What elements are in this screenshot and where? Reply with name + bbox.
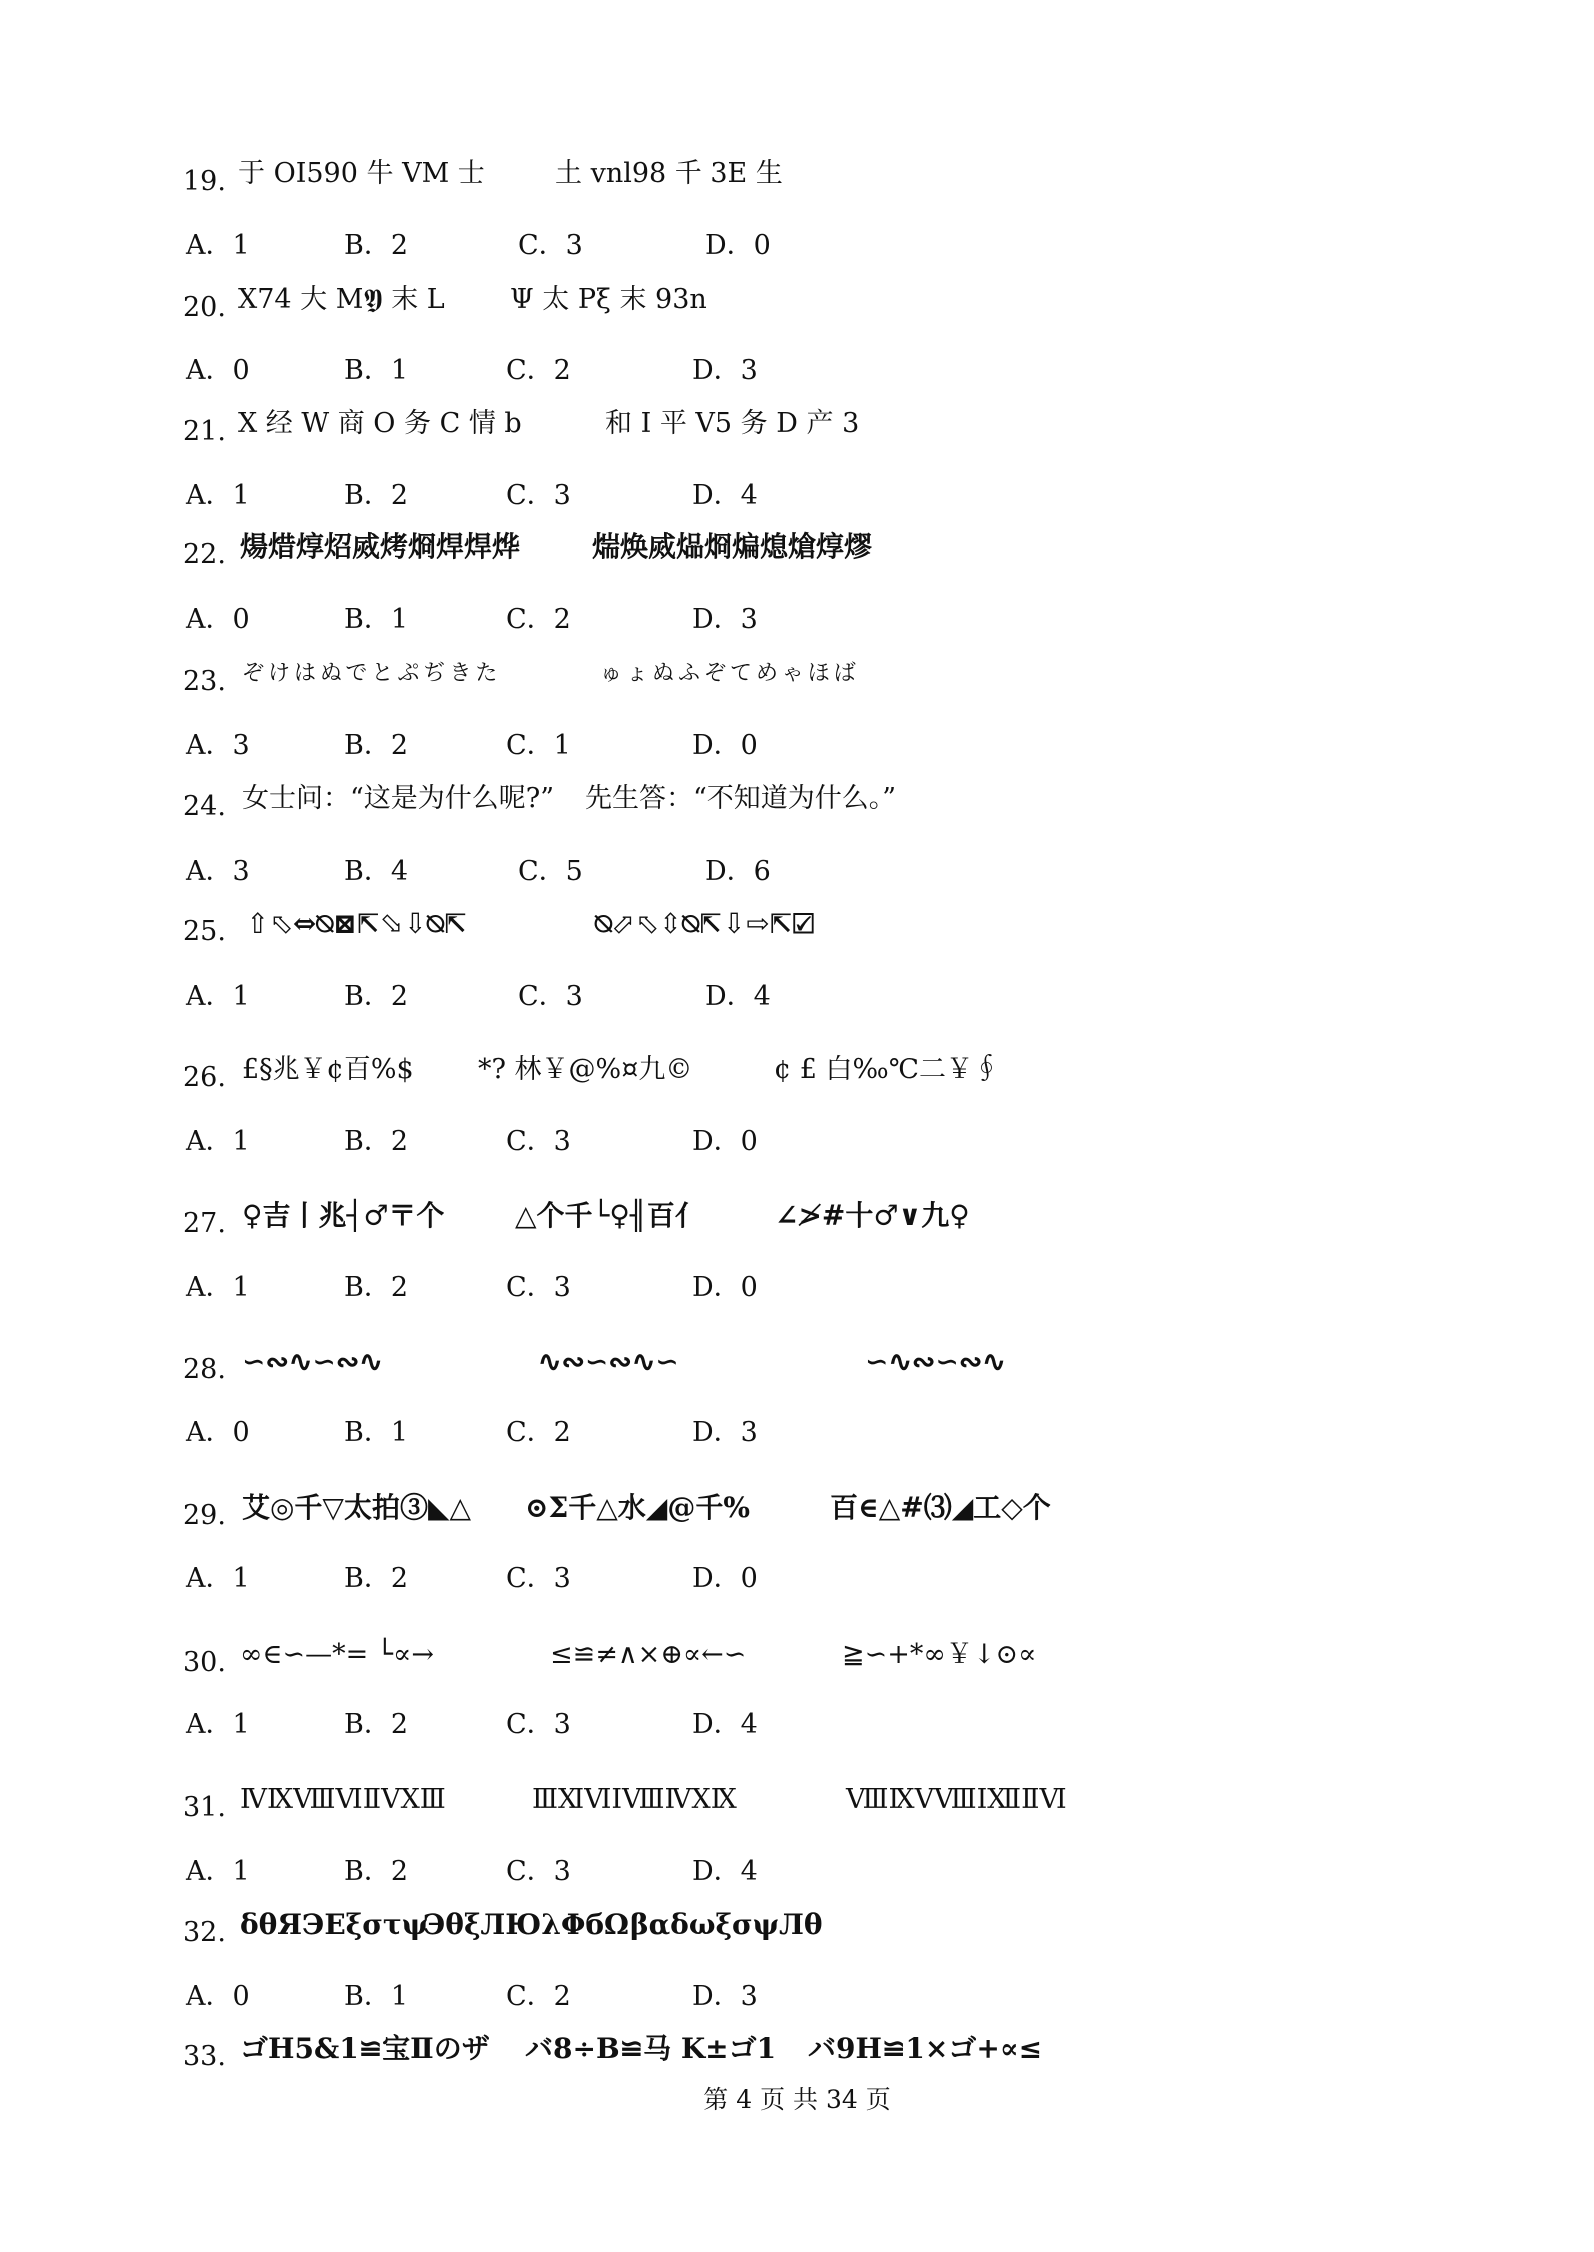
- answer-option-a[interactable]: A．1: [186, 981, 250, 1012]
- answer-option-a[interactable]: A．0: [186, 355, 250, 386]
- question-segment: △个千└♀╢百亻: [515, 1199, 703, 1232]
- question-number: 31.: [183, 1792, 226, 1823]
- question-segment: ⅢⅪⅥⅠⅧⅣⅩⅨ: [532, 1784, 737, 1815]
- question-segment: 先生答：“不知道为什么。”: [585, 783, 897, 814]
- answer-option-c[interactable]: C．5: [518, 856, 583, 887]
- question-number: 28.: [183, 1354, 226, 1385]
- answer-option-b[interactable]: B．1: [344, 355, 409, 386]
- question-number: 23.: [183, 666, 226, 697]
- answer-option-b[interactable]: B．2: [344, 730, 409, 761]
- question-segment: ⅧⅨⅤⅧⅠⅫⅡⅥ: [846, 1784, 1067, 1815]
- answer-option-c[interactable]: C．3: [506, 480, 571, 511]
- question-segment: 百∈△#⑶◢工◇个: [830, 1491, 1051, 1524]
- question-number: 27.: [183, 1208, 226, 1239]
- answer-option-c[interactable]: C．1: [506, 730, 571, 761]
- answer-option-b[interactable]: B．2: [344, 1709, 409, 1740]
- answer-option-d[interactable]: D．0: [692, 730, 758, 761]
- answer-option-b[interactable]: B．2: [344, 1272, 409, 1303]
- question-segment: ∠≯#十♂∨九♀: [775, 1199, 970, 1232]
- question-number: 22.: [183, 539, 226, 570]
- question-segment: 和 I 平 V5 务 D 产 3: [605, 408, 860, 439]
- question-segment: ゅょぬふぞてめゃほば: [600, 661, 860, 686]
- answer-option-a[interactable]: A．1: [186, 1709, 250, 1740]
- question-segment: 煬焟焞炤烕烤烱焊焊烨: [240, 530, 521, 563]
- question-segment: X74 大 M𝖄 末 L: [238, 284, 445, 315]
- answer-option-d[interactable]: D．3: [692, 1417, 758, 1448]
- question-number: 33.: [183, 2041, 226, 2072]
- answer-option-a[interactable]: A．3: [186, 856, 250, 887]
- answer-option-a[interactable]: A．1: [186, 1272, 250, 1303]
- answer-option-c[interactable]: C．3: [506, 1563, 571, 1594]
- answer-option-c[interactable]: C．3: [506, 1272, 571, 1303]
- answer-option-a[interactable]: A．0: [186, 604, 250, 635]
- question-segment: ∞∈∽—*= └∝→: [240, 1639, 434, 1670]
- answer-option-a[interactable]: A．3: [186, 730, 250, 761]
- answer-option-b[interactable]: B．4: [344, 856, 409, 887]
- answer-option-c[interactable]: C．2: [506, 604, 571, 635]
- question-segment: 艾◎千▽太拍③◣△: [242, 1491, 472, 1524]
- answer-option-c[interactable]: C．3: [506, 1126, 571, 1157]
- answer-option-b[interactable]: B．2: [344, 981, 409, 1012]
- answer-option-c[interactable]: C．3: [506, 1856, 571, 1887]
- question-segment: 煓焕烕煰烱煸熄熗焞熮: [592, 530, 873, 563]
- answer-option-c[interactable]: C．2: [506, 1417, 571, 1448]
- answer-option-d[interactable]: D．0: [705, 230, 771, 261]
- question-segment: *? 林￥@%¤九©: [478, 1054, 693, 1085]
- question-segment: ⇧⬁⇔⍉⊠⇱⬂⇩⍉⇱: [246, 907, 468, 940]
- answer-option-a[interactable]: A．1: [186, 1563, 250, 1594]
- answer-option-b[interactable]: B．2: [344, 230, 409, 261]
- answer-option-b[interactable]: B．1: [344, 1417, 409, 1448]
- question-segment: ∽∾∿∽∾∿: [242, 1345, 383, 1378]
- question-number: 19.: [183, 166, 226, 197]
- question-segment: ぞけはぬでとぷぢきた: [242, 661, 502, 686]
- question-segment: バ9H≌1×ゴ+∝≤: [808, 2032, 1043, 2065]
- question-segment: 女士问：“这是为什么呢?”: [242, 783, 555, 814]
- answer-option-b[interactable]: B．2: [344, 1856, 409, 1887]
- question-number: 30.: [183, 1647, 226, 1678]
- answer-option-a[interactable]: A．1: [186, 230, 250, 261]
- question-number: 25.: [183, 916, 226, 947]
- question-segment: X 经 W 商 O 务 C 情 b: [238, 408, 522, 439]
- answer-option-c[interactable]: C．2: [506, 355, 571, 386]
- answer-option-b[interactable]: B．2: [344, 1563, 409, 1594]
- question-segment: ≧∽+*∞￥↓⊙∝: [842, 1639, 1037, 1670]
- answer-option-d[interactable]: D．4: [692, 480, 758, 511]
- answer-option-a[interactable]: A．1: [186, 1856, 250, 1887]
- question-number: 21.: [183, 416, 226, 447]
- answer-option-d[interactable]: D．0: [692, 1272, 758, 1303]
- answer-option-d[interactable]: D．3: [692, 355, 758, 386]
- answer-option-d[interactable]: D．3: [692, 1981, 758, 2012]
- answer-option-d[interactable]: D．6: [705, 856, 771, 887]
- answer-option-d[interactable]: D．4: [705, 981, 771, 1012]
- question-segment: ゴH5&1≌宝Ⅱのザ: [240, 2032, 490, 2065]
- answer-option-d[interactable]: D．0: [692, 1126, 758, 1157]
- answer-option-c[interactable]: C．3: [506, 1709, 571, 1740]
- question-segment: 土 vnl98 千 3E 生: [555, 158, 783, 189]
- question-segment: Ψ 太 Pξ 末 93n: [510, 284, 707, 315]
- answer-option-d[interactable]: D．4: [692, 1856, 758, 1887]
- page-footer: 第 4 页 共 34 页: [703, 2085, 891, 2114]
- answer-option-a[interactable]: A．1: [186, 1126, 250, 1157]
- answer-option-b[interactable]: B．1: [344, 604, 409, 635]
- question-segment: ∿∾∽∾∿∽: [538, 1345, 679, 1378]
- question-segment: ¢ £ 白‰℃二￥∮: [774, 1054, 1000, 1085]
- question-number: 32.: [183, 1917, 226, 1948]
- answer-option-c[interactable]: C．3: [518, 981, 583, 1012]
- question-number: 26.: [183, 1062, 226, 1093]
- question-segment: £§兆￥¢百%$: [242, 1054, 414, 1085]
- answer-option-c[interactable]: C．2: [506, 1981, 571, 2012]
- answer-option-b[interactable]: B．2: [344, 1126, 409, 1157]
- question-segment: ∽∿∾∽∾∿: [865, 1345, 1006, 1378]
- question-segment: ⊙Σ千△水◢@千%: [525, 1491, 750, 1524]
- answer-option-d[interactable]: D．3: [692, 604, 758, 635]
- answer-option-a[interactable]: A．1: [186, 480, 250, 511]
- question-segment: バ8÷B≌马 K±ゴ1: [525, 2032, 777, 2065]
- question-segment: ♀吉丨兆┤♂〒个: [242, 1199, 445, 1232]
- question-segment: ⍉⬀⬁⇳⍉⇱⇩⇨⇱☑: [595, 907, 814, 940]
- question-number: 29.: [183, 1500, 226, 1531]
- answer-option-a[interactable]: A．0: [186, 1417, 250, 1448]
- question-segment: δθЯЭΕξστψ: [240, 1908, 429, 1941]
- answer-option-b[interactable]: B．1: [344, 1981, 409, 2012]
- question-number: 20.: [183, 292, 226, 323]
- question-segment: ≤≌≠∧×⊕∝←∽: [550, 1639, 747, 1670]
- question-number: 24.: [183, 791, 226, 822]
- question-segment: ЭθξЛЮλΦбΩ: [423, 1908, 629, 1941]
- question-segment: ⅣⅨⅧⅥⅡⅤⅩⅢ: [240, 1784, 446, 1815]
- answer-option-c[interactable]: C．3: [518, 230, 583, 261]
- question-segment: 于 OI590 牛 VM 士: [238, 158, 485, 189]
- question-segment: βαδωξσψЛθ: [630, 1908, 823, 1941]
- answer-option-d[interactable]: D．4: [692, 1709, 758, 1740]
- answer-option-a[interactable]: A．0: [186, 1981, 250, 2012]
- answer-option-b[interactable]: B．2: [344, 480, 409, 511]
- answer-option-d[interactable]: D．0: [692, 1563, 758, 1594]
